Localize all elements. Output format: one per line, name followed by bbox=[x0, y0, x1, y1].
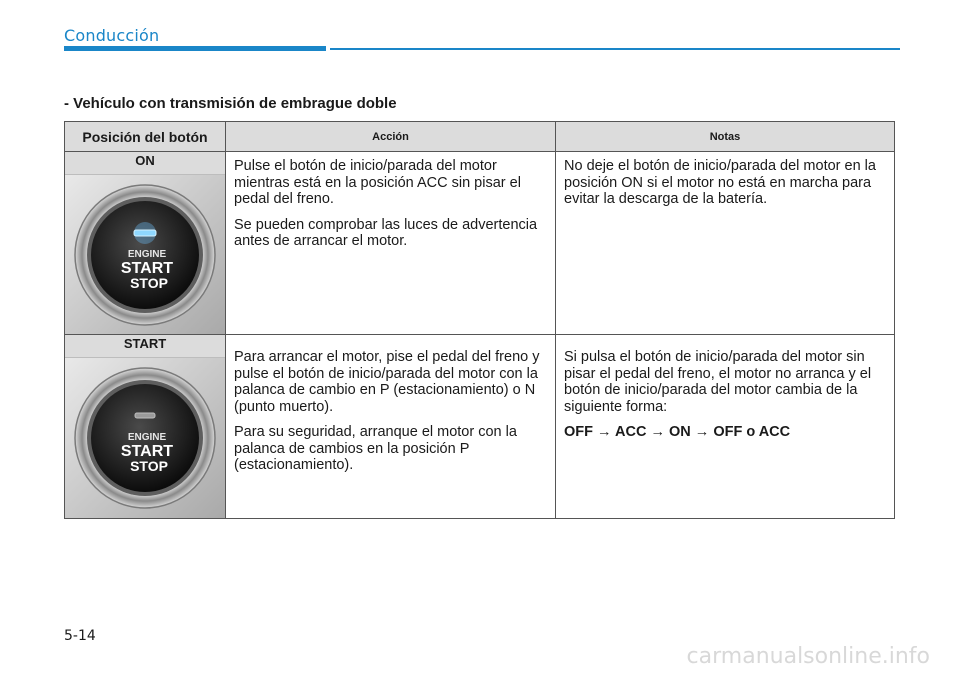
header-position: Posición del botón bbox=[65, 122, 226, 152]
header-bar-thick bbox=[64, 46, 326, 51]
engine-text: ENGINE bbox=[127, 249, 167, 260]
action-cell bbox=[226, 335, 556, 519]
engine-start-button-icon bbox=[65, 175, 225, 334]
arrow-right-icon: → bbox=[694, 424, 710, 440]
table-row-on bbox=[65, 152, 895, 335]
watermark: carmanualsonline.info bbox=[686, 644, 930, 669]
header-action: Acción bbox=[226, 122, 556, 152]
notes-paragraph: Si pulsa el botón de inicio/parada del motor sin pisar el pedal del freno, el motor no arranca y el botón de inicio/parada del motor cambia de la siguiente forma: bbox=[564, 349, 872, 415]
button-position-table bbox=[64, 121, 895, 519]
engine-start-button-icon bbox=[65, 358, 225, 518]
notes-cell bbox=[556, 152, 895, 335]
state-off-or-acc: OFF o ACC bbox=[713, 424, 791, 440]
action-paragraph: Pulse el botón de inicio/parada del motor mientras está en la posición ACC sin pisar el pedal del freno. bbox=[234, 158, 521, 207]
table-header-row bbox=[65, 122, 895, 152]
arrow-right-icon: → bbox=[597, 424, 612, 440]
header-bar-thin bbox=[330, 48, 900, 50]
state-acc: ACC bbox=[615, 424, 647, 440]
action-paragraph: Para su seguridad, arranque el motor con la palanca de cambios en la posición P (estacionamiento). bbox=[234, 424, 517, 473]
position-cell bbox=[65, 152, 226, 335]
position-cell bbox=[65, 335, 226, 519]
button-photo bbox=[65, 175, 225, 334]
position-label: ON bbox=[65, 152, 225, 175]
position-label: START bbox=[65, 335, 225, 358]
button-photo bbox=[65, 358, 225, 518]
action-paragraph: Para arrancar el motor, pise el pedal del freno y pulse el botón de inicio/parada del motor con la palanca de cambio en P (estacionamiento) o N (punto muerto). bbox=[234, 349, 540, 415]
state-off: OFF bbox=[564, 424, 593, 440]
table-row-start bbox=[65, 335, 895, 519]
action-cell bbox=[226, 152, 556, 335]
start-text: START bbox=[120, 443, 174, 460]
arrow-right-icon: → bbox=[650, 424, 665, 440]
state-on: ON bbox=[669, 424, 691, 440]
start-text: START bbox=[120, 260, 174, 277]
page-number: 5-14 bbox=[64, 628, 96, 644]
stop-text: STOP bbox=[130, 275, 168, 291]
engine-text: ENGINE bbox=[127, 432, 167, 443]
stop-text: STOP bbox=[130, 458, 168, 474]
notes-cell bbox=[556, 335, 895, 519]
section-title: Conducción bbox=[64, 26, 160, 45]
header-notes: Notas bbox=[556, 122, 895, 152]
state-sequence bbox=[564, 424, 886, 441]
subheading: - Vehículo con transmisión de embrague doble bbox=[64, 95, 397, 112]
action-paragraph: Se pueden comprobar las luces de advertencia antes de arrancar el motor. bbox=[234, 216, 538, 249]
notes-paragraph: No deje el botón de inicio/parada del motor en la posición ON si el motor no está en marcha para evitar la descarga de la batería. bbox=[564, 158, 876, 207]
